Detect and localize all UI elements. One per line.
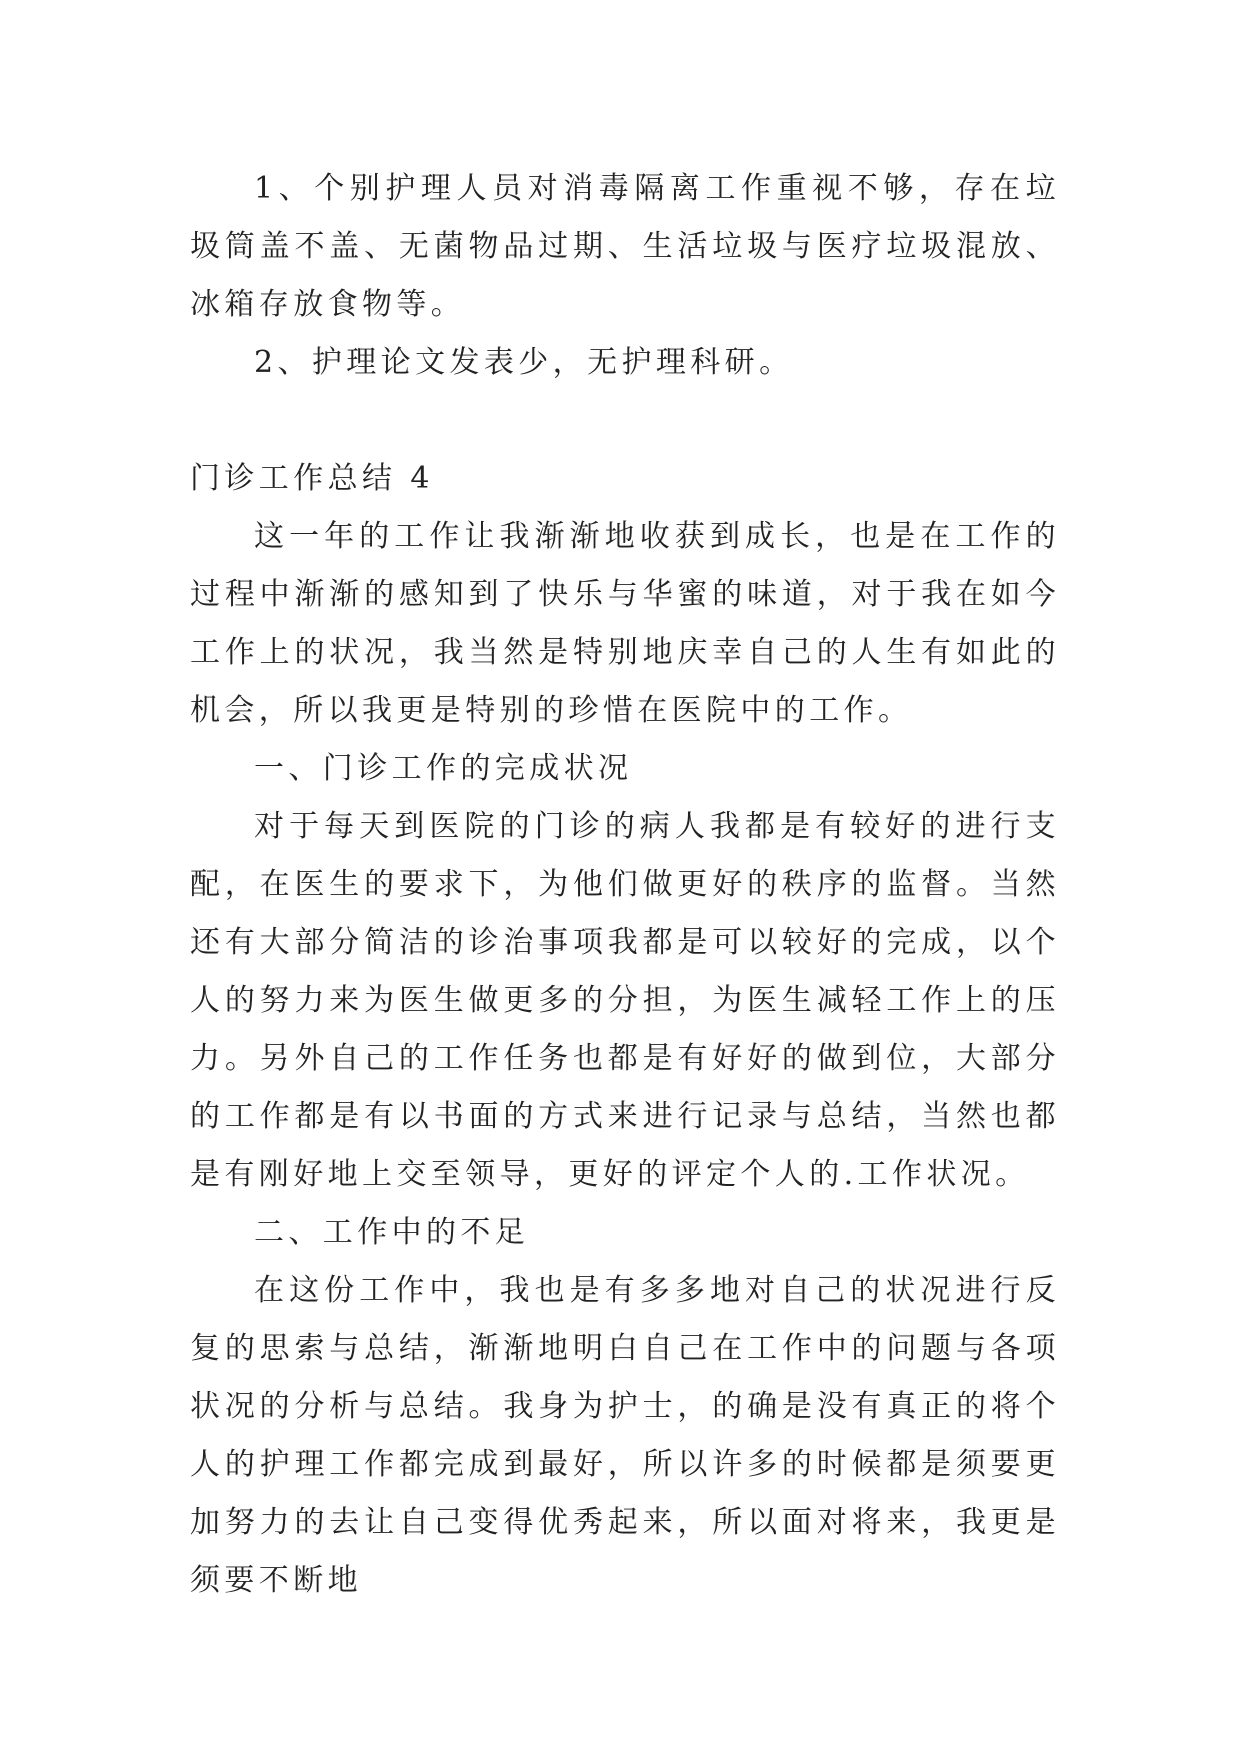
document-body: [190, 160, 1060, 1610]
subheading-completion: 一、门诊工作的完成状况: [254, 751, 633, 786]
paragraph-intro: 这一年的工作让我渐渐地收获到成长，也是在工作的过程中渐渐的感知到了快乐与华蜜的味道，对于我在如今工作上的状况，我当然是特别地庆幸自己的人生有如此的机会，所以我更是特别的珍惜在医院中的工作。: [190, 519, 1060, 728]
paragraph-research-issue: 2、护理论文发表少，无护理科研。: [254, 345, 794, 380]
section-title-summary-4: 门诊工作总结 4: [190, 461, 434, 496]
paragraph-completion: 对于每天到医院的门诊的病人我都是有较好的进行支配，在医生的要求下，为他们做更好的秩序的监督。当然还有大部分简洁的诊治事项我都是可以较好的完成，以个人的努力来为医生做更多的分担，为医生减轻工作上的压力。另外自己的工作任务也都是有好好的做到位，大部分的工作都是有以书面的方式来进行记录与总结，当然也都是有刚好地上交至领导，更好的评定个人的.工作状况。: [190, 809, 1060, 1192]
paragraph-shortcomings: 在这份工作中，我也是有多多地对自己的状况进行反复的思索与总结，渐渐地明白自己在工作中的问题与各项状况的分析与总结。我身为护士，的确是没有真正的将个人的护理工作都完成到最好，所以许多的时候都是须要更加努力的去让自己变得优秀起来，所以面对将来，我更是须要不断地: [190, 1273, 1060, 1598]
paragraph-disinfection-issue: 1、个别护理人员对消毒隔离工作重视不够，存在垃圾筒盖不盖、无菌物品过期、生活垃圾与医疗垃圾混放、冰箱存放食物等。: [190, 171, 1060, 322]
subheading-shortcomings: 二、工作中的不足: [254, 1215, 530, 1250]
